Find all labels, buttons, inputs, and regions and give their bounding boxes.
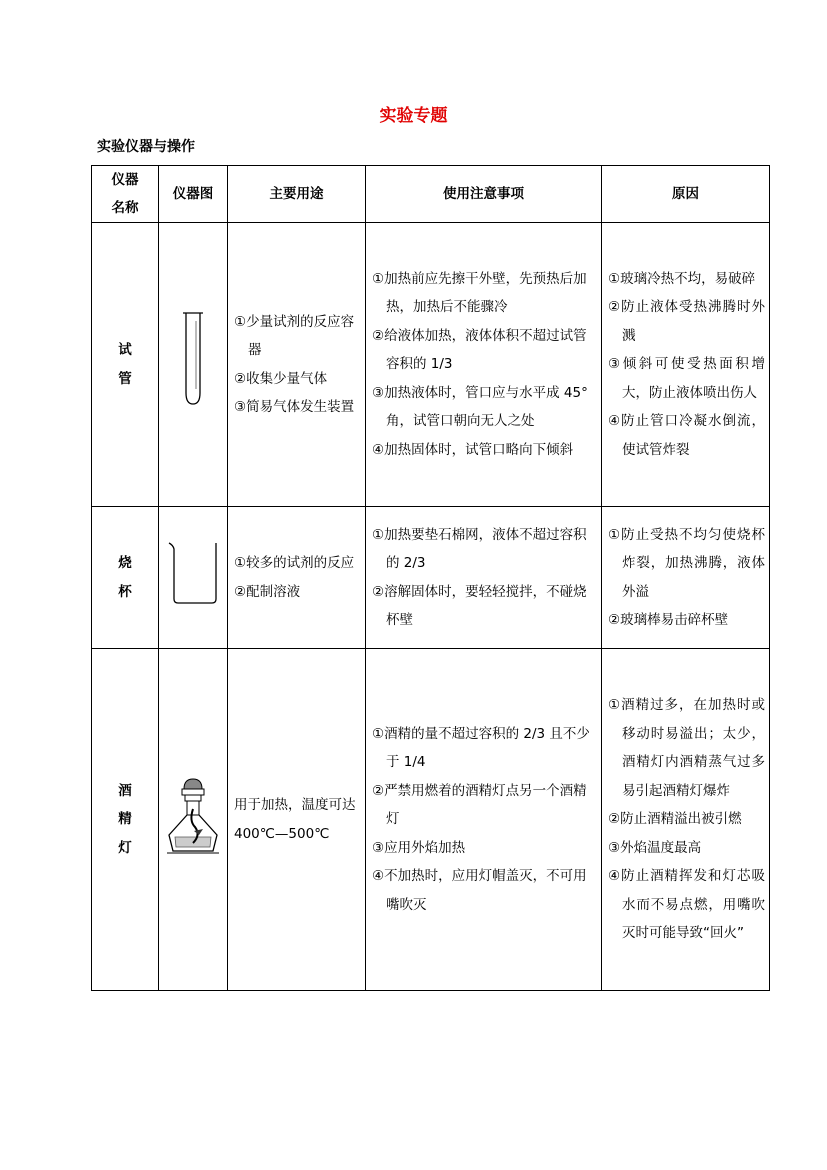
header-reason: 原因 [602, 166, 770, 223]
row-name [92, 507, 159, 649]
notes-item: ④加热固体时，试管口略向下倾斜 [372, 441, 574, 458]
alcohol-lamp-icon [163, 769, 223, 859]
reason-item: ④防止酒精挥发和灯芯吸水而不易点燃，用嘴吹灭时可能导致“回火” [608, 868, 765, 942]
header-name [92, 166, 159, 223]
section-subtitle: 实验仪器与操作 [97, 139, 195, 155]
usage-cell [228, 649, 366, 991]
notes-item: ②严禁用燃着的酒精灯点另一个酒精灯 [372, 782, 587, 828]
figure-cell [159, 507, 228, 649]
usage-item: ②配制溶液 [234, 583, 301, 600]
figure-cell [159, 223, 228, 507]
reason-item: ②玻璃棒易击碎杯壁 [608, 612, 729, 628]
header-name-line1: 仪器 [111, 172, 139, 188]
notes-item: ①加热要垫石棉网，液体不超过容积的 2/3 [372, 526, 587, 571]
notes-item: ④不加热时，应用灯帽盖灭，不可用嘴吹灭 [372, 868, 587, 913]
row-name-char: 精 [118, 811, 132, 828]
test-tube-icon [178, 309, 208, 409]
notes-item: ③应用外焰加热 [372, 839, 466, 856]
row-name-char: 试 [118, 342, 132, 358]
reason-item: ①防止受热不均匀使烧杯炸裂，加热沸腾，液体外溢 [608, 526, 765, 600]
table-row-alcohol-lamp [92, 649, 770, 991]
row-name-char: 烧 [118, 555, 132, 571]
notes-item: ①酒精的量不超过容积的 2/3 且不少于 1/4 [372, 725, 590, 771]
reason-item: ①玻璃冷热不均，易破碎 [608, 270, 756, 287]
table-header-row [92, 166, 770, 223]
notes-item: ③加热液体时，管口应与水平成 45° 角，试管口朝向无人之处 [372, 384, 588, 430]
reason-item: ①酒精过多，在加热时或移动时易溢出；太少，酒精灯内酒精蒸气过多易引起酒精灯爆炸 [608, 697, 765, 799]
instrument-table [91, 165, 770, 991]
reason-item: ④防止管口冷凝水倒流，使试管炸裂 [608, 413, 765, 458]
notes-cell [366, 223, 602, 507]
header-figure: 仪器图 [159, 166, 228, 223]
notes-item: ②给液体加热，液体体积不超过试管容积的 1/3 [372, 327, 587, 373]
notes-item: ①加热前应先擦干外壁，先预热后加热，加热后不能骤冷 [372, 270, 587, 316]
usage-item: ①少量试剂的反应容器 [234, 313, 355, 358]
reason-cell [602, 649, 770, 991]
reason-item: ②防止酒精溢出被引燃 [608, 811, 742, 828]
usage-item: ③简易气体发生装置 [234, 399, 355, 415]
usage-item: 400℃—500℃ [234, 825, 330, 842]
reason-item: ③外焰温度最高 [608, 839, 702, 856]
notes-item: ②溶解固体时，要轻轻搅拌，不碰烧杯壁 [372, 583, 587, 628]
table-row-test-tube [92, 223, 770, 507]
header-name-line2: 名称 [111, 200, 139, 216]
usage-cell [228, 223, 366, 507]
figure-cell [159, 649, 228, 991]
notes-cell [366, 649, 602, 991]
header-usage: 主要用途 [228, 166, 366, 223]
usage-item: ①较多的试剂的反应 [234, 555, 355, 571]
row-name [92, 649, 159, 991]
row-name [92, 223, 159, 507]
usage-item: 用于加热，温度可达 [234, 797, 356, 813]
row-name-char: 酒 [118, 782, 132, 799]
row-name-char: 灯 [118, 839, 132, 856]
reason-cell [602, 223, 770, 507]
reason-item: ③倾斜可使受热面积增大，防止液体喷出伤人 [608, 356, 765, 401]
page-title: 实验专题 [379, 106, 448, 126]
reason-cell [602, 507, 770, 649]
beaker-icon [165, 537, 221, 607]
table-row-beaker [92, 507, 770, 649]
row-name-char: 管 [118, 370, 132, 387]
usage-item: ②收集少量气体 [234, 370, 328, 387]
notes-cell [366, 507, 602, 649]
row-name-char: 杯 [118, 583, 132, 600]
reason-item: ②防止液体受热沸腾时外溅 [608, 299, 765, 344]
usage-cell [228, 507, 366, 649]
header-notes: 使用注意事项 [366, 166, 602, 223]
